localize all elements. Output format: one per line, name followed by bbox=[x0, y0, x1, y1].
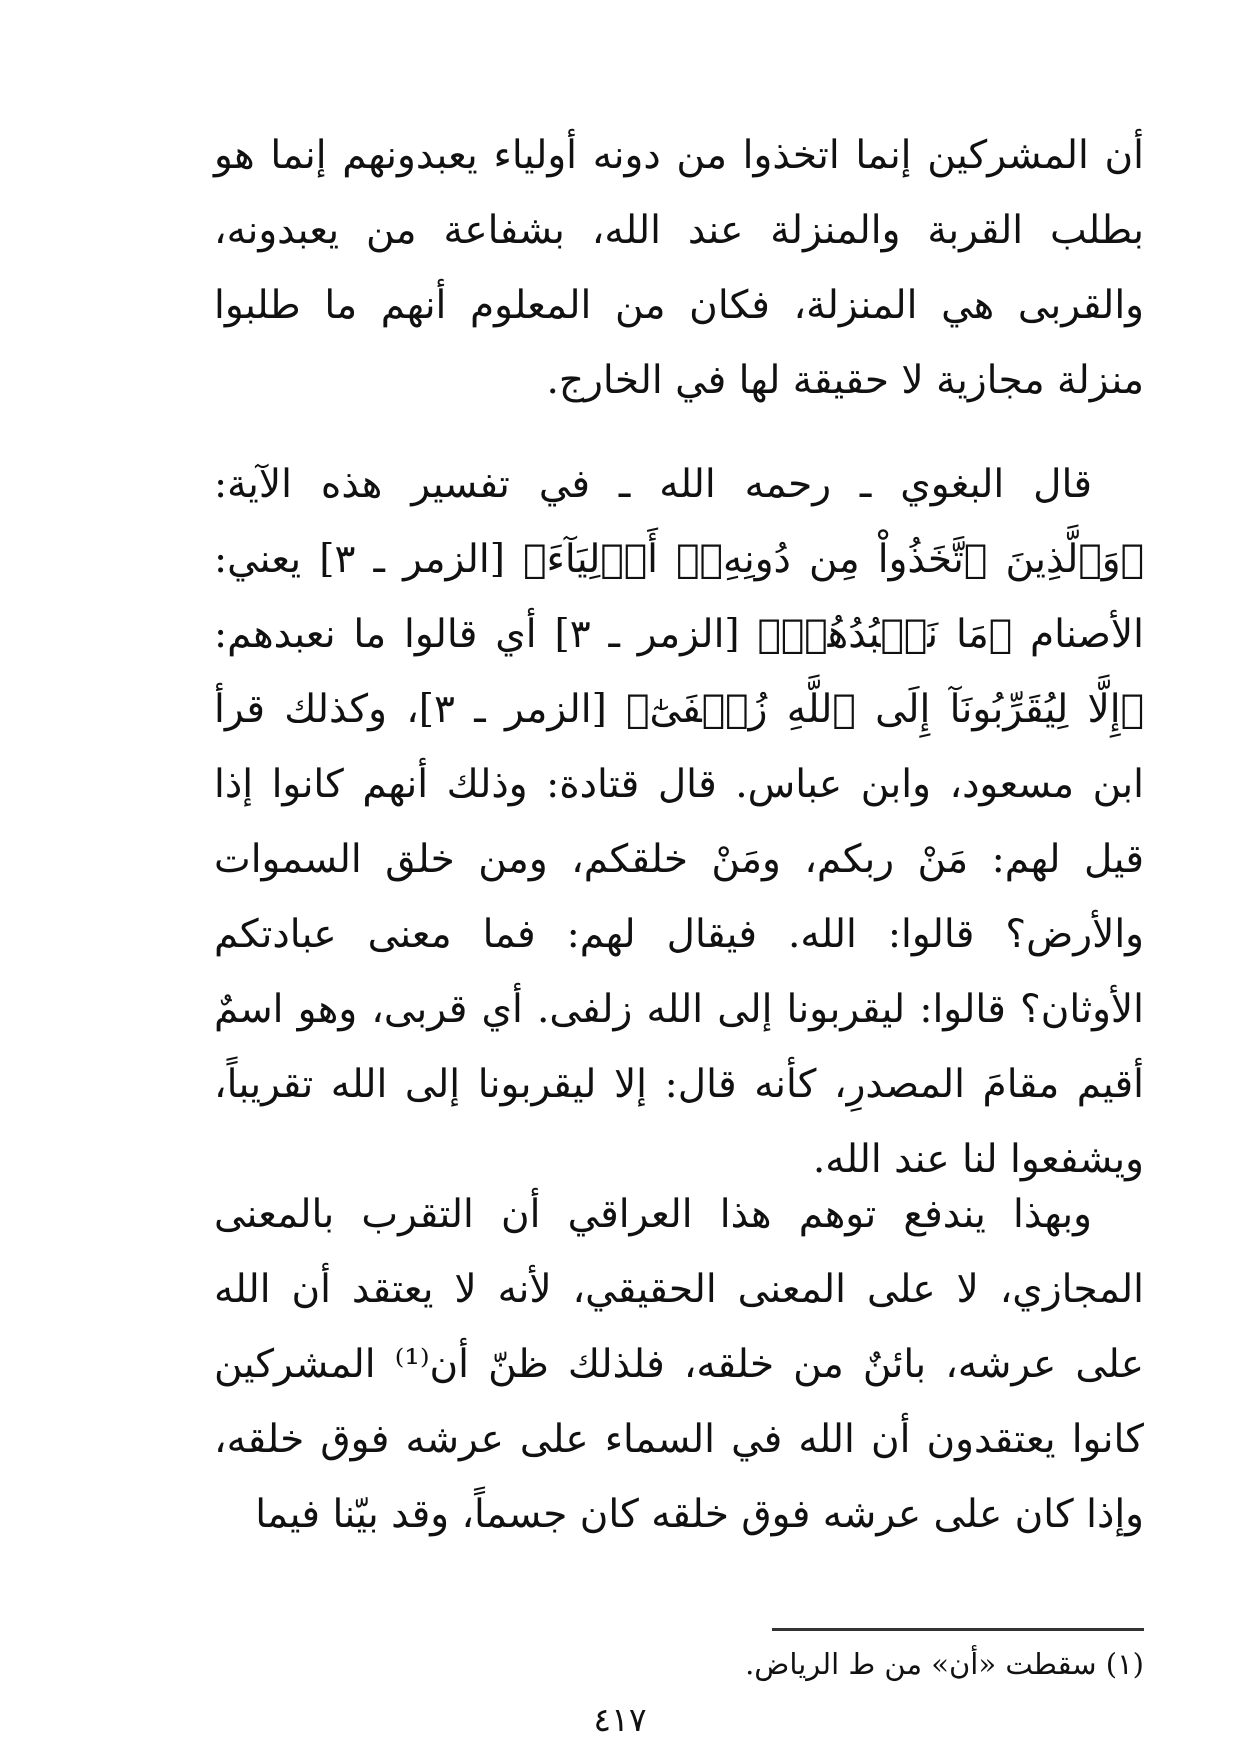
paragraph-text: أن المشركين إنما اتخذوا من دونه أولياء يعبدونهم إنما هو بطلب القربة والمنزلة عند الله، بشفاعة من يعبدونه، والقربى هي المنزلة، فكان من المعلوم أنهم ما طلبوا منزلة مجازية لا حقيقة لها في الخارج. bbox=[214, 133, 1144, 403]
body-paragraph-2 bbox=[214, 447, 1144, 1197]
body-paragraph-1 bbox=[214, 118, 1144, 418]
footnote-divider bbox=[772, 1628, 1144, 1631]
paragraph-text: وبهذا يندفع توهم هذا العراقي أن التقرب بالمعنى المجازي، لا على المعنى الحقيقي، لأنه لا يعتقد أن الله على عرشه، بائنٌ من خلقه، فلذلك ظنّ أن⁽¹⁾ المشركين كانوا يعتقدون أن الله في السماء على عرشه فوق خلقه، وإذا كان على عرشه فوق خلقه كان جسماً، وقد بيّنا فيما bbox=[214, 1192, 1145, 1537]
body-paragraph-3 bbox=[214, 1177, 1144, 1552]
paragraph-text: قال البغوي ـ رحمه الله ـ في تفسير هذه الآية: ﴿وَٱلَّذِينَ ٱتَّخَذُواْ مِن دُونِهِۦٓ أَوۡلِيَآءَ﴾ [الزمر ـ ٣] يعني: الأصنام ﴿مَا نَعۡبُدُهُمۡ﴾ [الزمر ـ ٣] أي قالوا ما نعبدهم: ﴿إِلَّا لِيُقَرِّبُونَآ إِلَى ٱللَّهِ زُلۡفَىٰٓ﴾ [الزمر ـ ٣]، وكذلك قرأ ابن مسعود، وابن عباس. قال قتادة: وذلك أنهم كانوا إذا قيل لهم: مَنْ ربكم، ومَنْ خلقكم، ومن خلق السموات والأرض؟ قالوا: الله. فيقال لهم: فما معنى عبادتكم الأوثان؟ قالوا: ليقربونا إلى الله زلفى. أي قربى، وهو اسمٌ أقيم مقامَ المصدرِ، كأنه قال: إلا ليقربونا إلى الله تقريباً، ويشفعوا لنا عند الله. bbox=[214, 462, 1145, 1182]
footnote: (١) سقطت «أن» من ط الرياض. bbox=[745, 1647, 1144, 1681]
page-number: ٤١٧ bbox=[593, 1700, 647, 1739]
